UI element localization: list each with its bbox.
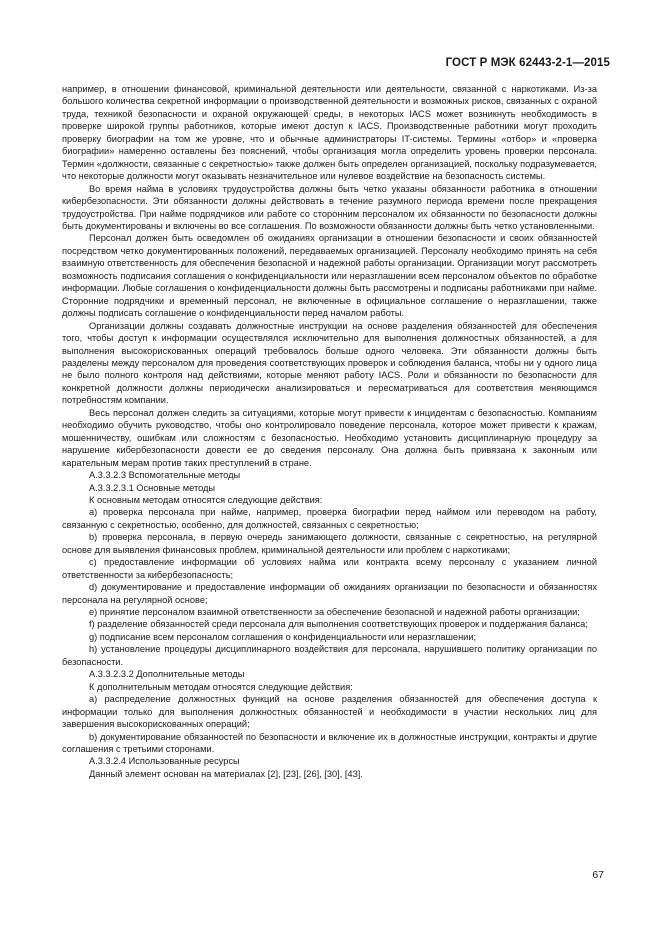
list-item: c) предоставление информации об условиях найма или контракта всему персоналу с указанием личной ответственности за кибербезопасность; (62, 557, 597, 580)
body-paragraph: Организации должны создавать должностные инструкции на основе разделения обязанностей для обеспечения того, чтобы доступ к информации осуществлялся исключительно для выполнения должностных обязанностей, а для выполнения высокорискованных операций требовалось больше одного человека. Эти обязанности должны быть разделены между персоналом для проведения соответствующих проверок и соблюдения баланса, чтобы ни у одного лица не было полного контроля над действиями, которые меняют работу IACS. Роли и обязанности по безопасности для конкретной должности должны периодически анализироваться и пересматриваться для соответствия меняющимся потребностям компании. (62, 320, 597, 406)
list-item: h) установление процедуры дисциплинарного воздействия для персонала, нарушившего политику организации по безопасности. (62, 644, 597, 667)
list-item: а) распределение должностных функций на основе разделения обязанностей для обеспечения доступа к информации только для выполнения должностных обязанностей и необходимости в участии нескольких лиц для завершения высокорискованных операций; (62, 694, 597, 730)
document-body (62, 83, 597, 780)
list-item: d) документирование и предоставление информации об ожиданиях организации по безопасности и обязанностях персонала на регулярной основе; (62, 582, 597, 605)
subsection-heading: А.3.3.2.3.2 Дополнительные методы (89, 669, 245, 680)
page-number: 67 (592, 869, 604, 881)
body-paragraph: Персонал должен быть осведомлен об ожиданиях организации в отношении безопасности и своих обязанностей посредством четко документированных положений, передаваемых организацией. Персоналу необходимо принять на себя взаимную ответственность для обеспечения безопасной и надежной работы организации. Организации могут рассмотреть возможность подписания соглашения о конфиденциальности или неразглашении всем персоналом объектов по обработке информации. Любые соглашения о конфиденциальности должны быть рассмотрены и подписаны работниками при найме. Сторонние подрядчики и временный персонал, не включенные в официальное соглашение о неразглашении, также должны подписать соглашение о конфиденциальности перед началом работы. (62, 233, 597, 319)
body-paragraph: Весь персонал должен следить за ситуациями, которые могут привести к инцидентам с безопасностью. Компаниям необходимо обучить руководство, чтобы оно контролировало поведение персонала, которое может привести к кражам, мошенничеству, ошибкам или сложностям с безопасностью. Необходимо установить дисциплинарную процедуру за нарушение кибербезопасности довести ее до сведения персоналу. Она должна быть привязана к законным или карательным мерам против таких преступлений в стране. (62, 407, 597, 468)
body-paragraph: Во время найма в условиях трудоустройства должны быть четко указаны обязанности работника в отношении кибербезопасности. Эти обязанности должны действовать в течение разумного периода времени после прекращения трудоустройства. При найме подрядчиков или работе со сторонним персоналом их обязанности по безопасности должны быть документированы и включены во все соглашения. По возможности обязанности должны быть четко установленными. (62, 183, 597, 231)
body-paragraph: К дополнительным методам относятся следующие действия: (89, 681, 353, 692)
list-item: f) разделение обязанностей среди персонала для выполнения соответствующих проверок и поддержания баланса; (89, 619, 588, 630)
body-paragraph: Данный элемент основан на материалах [2], [23], [26], [30], [43]. (89, 768, 363, 779)
list-item: b) документирование обязанностей по безопасности и включение их в должностные инструкции, контракты и другие соглашения с третьими сторонами. (62, 731, 597, 755)
body-paragraph: например, в отношении финансовой, криминальной деятельности или деятельности, связанной с наркотиками. Из-за большого количества секретной информации о производственной деятельности и возможных рисков, связанных с охраной труда, техникой безопасности и охраной окружающей среды, в некоторых IACS может возникнуть необходимость в проверке широкой группы работников, которые имеют доступ к IACS. Производственные работники могут проходить проверку биографии на том же уровне, что и обычные администраторы IT-системы. Термины «отбор» и «проверка биографии» намеренно оставлены без пояснений, чтобы организация могла определить уровень проверки персонала. Термин «должности, связанные с секретностью» также должен быть определен организацией, поскольку подразумевается, что некоторые должности могут оказывать незначительное или нулевое воздействие на безопасность системы. (62, 84, 597, 182)
list-item: а) проверка персонала при найме, например, проверка биографии перед наймом или переводом на работу, связанную с секретностью, особенно, для должностей, связанных с секретностью; (62, 507, 597, 530)
document-header: ГОСТ Р МЭК 62443-2-1—2015 (445, 57, 610, 69)
section-heading: А.3.3.2.4 Использованные ресурсы (89, 756, 240, 767)
body-paragraph: К основным методам относятся следующие действия: (89, 494, 323, 505)
list-item: b) проверка персонала, в первую очередь занимающего должности, связанные с секретностью, на регулярной основе для выявления финансовых проблем, криминальной деятельности или проблем с наркотиками; (62, 532, 597, 555)
subsection-heading: А.3.3.2.3.1 Основные методы (89, 482, 216, 493)
section-heading: А.3.3.2.3 Вспомогательные методы (89, 470, 241, 481)
list-item: e) принятие персоналом взаимной ответственности за обеспечение безопасной и надежной работы организации; (89, 607, 580, 618)
list-item: g) подписание всем персоналом соглашения о конфиденциальности или неразглашении; (89, 631, 477, 642)
